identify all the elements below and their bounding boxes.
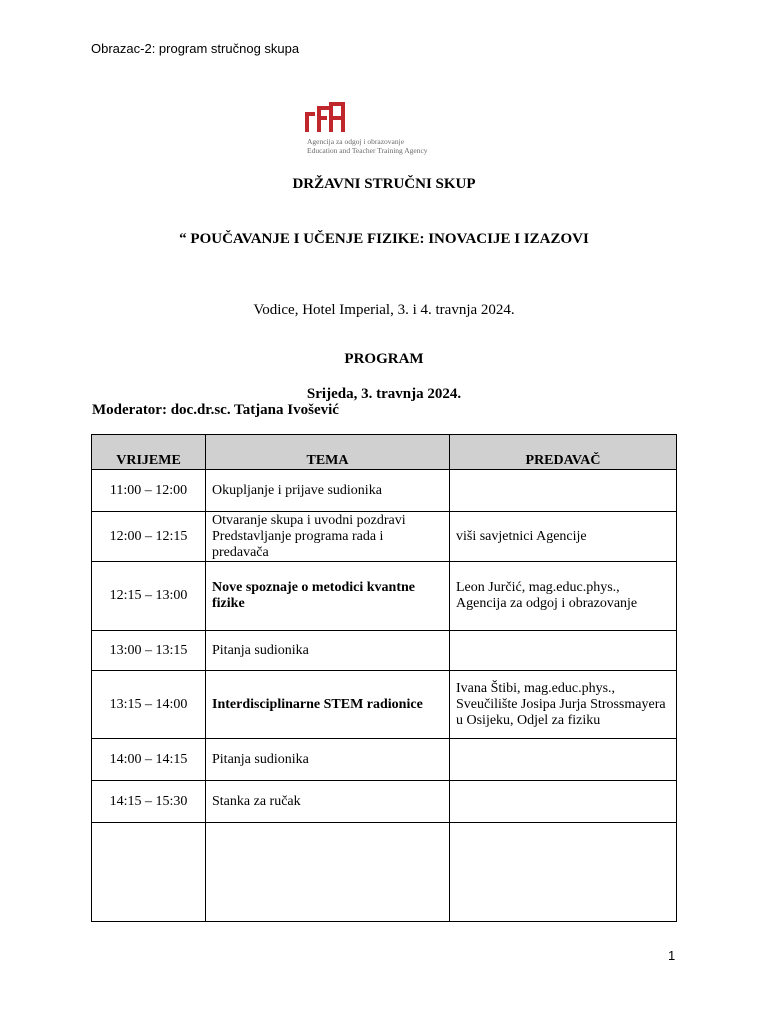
row-speaker <box>450 739 677 781</box>
row-speaker <box>450 781 677 823</box>
row-topic: Otvaranje skupa i uvodni pozdravi Predstavljanje programa rada i predavača <box>206 512 450 562</box>
agency-name-en: Education and Teacher Training Agency <box>307 146 428 155</box>
header-time: VRIJEME <box>92 435 206 470</box>
table-row <box>92 470 677 512</box>
row-time: 14:15 – 15:30 <box>92 781 206 823</box>
table-row <box>92 781 677 823</box>
table-row <box>92 739 677 781</box>
row-speaker <box>450 631 677 671</box>
agency-name <box>307 137 428 155</box>
row-speaker: Leon Jurčić, mag.educ.phys., Agencija za odgoj i obrazovanje <box>450 562 677 631</box>
row-time: 14:00 – 14:15 <box>92 739 206 781</box>
row-topic: Nove spoznaje o metodici kvantne fizike <box>206 562 450 631</box>
row-topic <box>206 823 450 922</box>
row-speaker <box>450 823 677 922</box>
agency-logo-mark-icon <box>305 102 347 134</box>
row-time: 11:00 – 12:00 <box>92 470 206 512</box>
table-row <box>92 631 677 671</box>
page-number: 1 <box>668 948 676 963</box>
row-speaker: viši savjetnici Agencije <box>450 512 677 562</box>
row-time: 13:15 – 14:00 <box>92 671 206 739</box>
row-time: 12:15 – 13:00 <box>92 562 206 631</box>
header-speaker: PREDAVAČ <box>450 435 677 470</box>
location-date: Vodice, Hotel Imperial, 3. i 4. travnja 2024. <box>253 302 515 318</box>
moderator: Moderator: doc.dr.sc. Tatjana Ivošević <box>92 402 339 418</box>
row-time <box>92 823 206 922</box>
row-topic: Interdisciplinarne STEM radionice <box>206 671 450 739</box>
table-row <box>92 512 677 562</box>
row-topic: Pitanja sudionika <box>206 631 450 671</box>
program-heading: PROGRAM <box>344 351 424 367</box>
table-row <box>92 823 677 922</box>
table-row <box>92 671 677 739</box>
row-speaker <box>450 470 677 512</box>
row-topic: Stanka za ručak <box>206 781 450 823</box>
document-title: DRŽAVNI STRUČNI SKUP <box>292 176 476 192</box>
row-time: 12:00 – 12:15 <box>92 512 206 562</box>
agency-logo <box>305 102 470 162</box>
row-topic: Okupljanje i prijave sudionika <box>206 470 450 512</box>
form-label: Obrazac-2: program stručnog skupa <box>91 41 300 56</box>
row-topic: Pitanja sudionika <box>206 739 450 781</box>
program-table <box>91 434 677 922</box>
header-topic: TEMA <box>206 435 450 470</box>
row-speaker: Ivana Štibi, mag.educ.phys., Sveučilište Josipa Jurja Strossmayera u Osijeku, Odjel za fiziku <box>450 671 677 739</box>
agency-name-hr: Agencija za odgoj i obrazovanje <box>307 137 405 146</box>
table-row <box>92 562 677 631</box>
table-header-row <box>92 435 677 470</box>
row-time: 13:00 – 13:15 <box>92 631 206 671</box>
day-heading: Srijeda, 3. travnja 2024. <box>306 386 462 402</box>
document-subtitle: “ POUČAVANJE I UČENJE FIZIKE: INOVACIJE I IZAZOVI <box>179 231 589 247</box>
